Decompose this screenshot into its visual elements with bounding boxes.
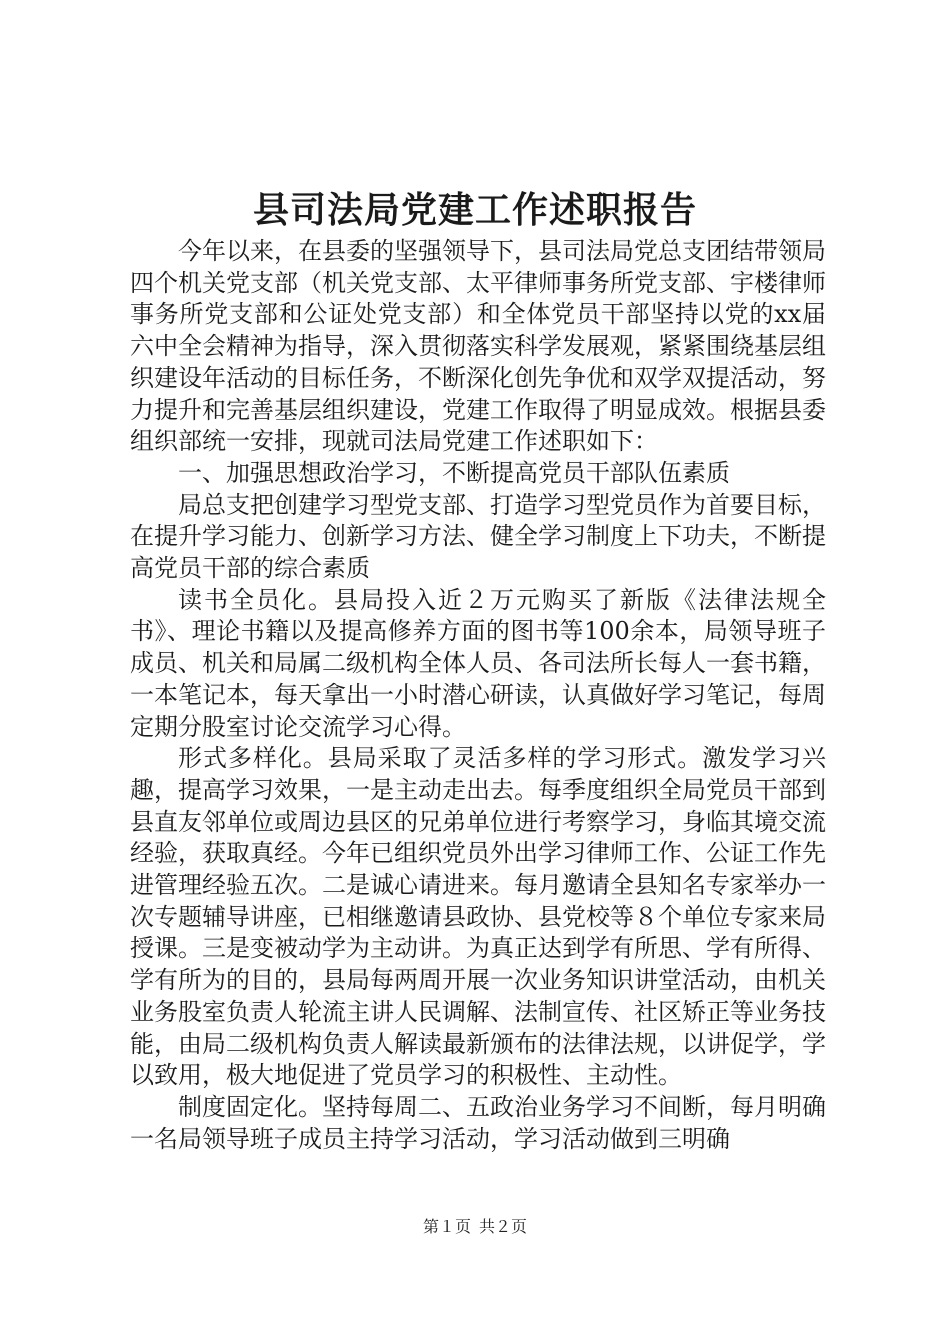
page-number-total: 共２页 xyxy=(479,1217,528,1236)
paragraph-system: 制度固定化。坚持每周二、五政治业务学习不间断，每月明确一名局领导班子成员主持学习活动，学习活动做到三明确 xyxy=(130,1092,826,1153)
document-body xyxy=(130,236,826,1155)
page-footer xyxy=(0,1216,950,1238)
paragraph-intro: 今年以来，在县委的坚强领导下，县司法局党总支团结带领局四个机关党支部（机关党支部、太平律师事务所党支部、宇楼律师事务所党支部和公证处党支部）和全体党员干部坚持以党的xx届六中全会精神为指导，深入贯彻落实科学发展观，紧紧围绕基层组织建设年活动的目标任务，不断深化创先争优和双学双提活动，努力提升和完善基层组织建设，党建工作取得了明显成效。根据县委组织部统一安排，现就司法局党建工作述职如下： xyxy=(130,237,826,456)
page-number-current: 第１页 xyxy=(422,1217,471,1236)
paragraph-forms: 形式多样化。县局采取了灵活多样的学习形式。激发学习兴趣，提高学习效果，一是主动走出去。每季度组织全局党员干部到县直友邻单位或周边县区的兄弟单位进行考察学习，身临其境交流经验，获取真经。今年已组织党员外出学习律师工作、公证工作先进管理经验五次。二是诚心请进来。每月邀请全县知名专家举办一次专题辅导讲座，已相继邀请县政协、县党校等８个单位专家来局授课。三是变被动学为主动讲。为真正达到学有所思、学有所得、学有所为的目的，县局每两周开展一次业务知识讲堂活动，由机关业务股室负责人轮流主讲人民调解、法制宣传、社区矫正等业务技能，由局二级机构负责人解读最新颁布的法律法规，以讲促学，学以致用，极大地促进了党员学习的积极性、主动性。 xyxy=(130,744,826,1090)
paragraph-reading: 读书全员化。县局投入近２万元购买了新版《法律法规全书》、理论书籍以及提高修养方面的图书等100余本，局领导班子成员、机关和局属二级机构全体人员、各司法所长每人一套书籍，一本笔记本，每天拿出一小时潜心研读，认真做好学习笔记，每周定期分股室讨论交流学习心得。 xyxy=(130,585,826,741)
document-title: 县司法局党建工作述职报告 xyxy=(252,189,697,231)
paragraph-goal: 局总支把创建学习型党支部、打造学习型党员作为首要目标，在提升学习能力、创新学习方法、健全学习制度上下功夫，不断提高党员干部的综合素质 xyxy=(130,490,826,583)
section-heading: 一、加强思想政治学习，不断提高党员干部队伍素质 xyxy=(178,458,730,487)
